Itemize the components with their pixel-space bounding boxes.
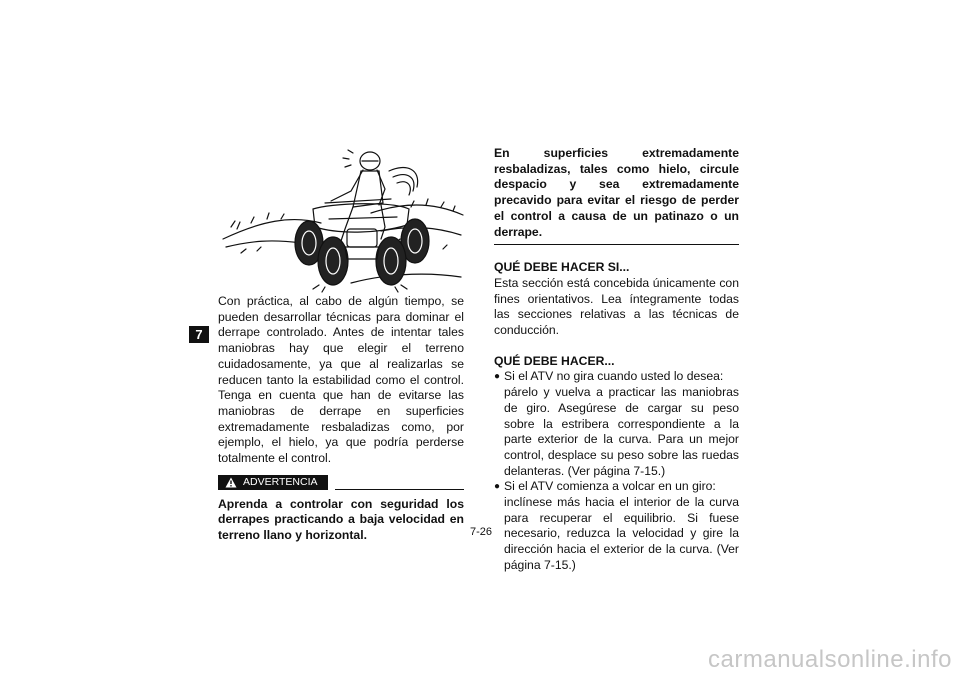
list-item — [494, 369, 739, 479]
bullet-body: párelo y vuelva a practicar las maniobras de giro. Asegúrese de cargar su peso sobre la estribera correspondiente a la parte exterior de la curva. Para un mejor control, desplace su peso sobre las ruedas delanteras. (Ver página 7-15.) — [504, 385, 739, 478]
warning-rule — [335, 489, 464, 490]
slippery-warning-text: En superficies extremadamente resbaladizas, tales como hielo, circule despacio y sea extremadamente precavido para evitar el riesgo de perder el control a causa de un patinazo o un derrape. — [494, 146, 739, 239]
warning-header — [218, 475, 464, 493]
watermark: carmanualsonline.info — [708, 646, 952, 673]
bullet-body: inclínese más hacia el interior de la curva para recuperar el equilibrio. Si fuese necesario, reduzca la velocidad y gire la dirección hacia el exterior de la curva. (Ver página 7-15.) — [504, 495, 739, 572]
warning-badge — [218, 475, 328, 490]
sub-heading: QUÉ DEBE HACER... — [494, 353, 615, 368]
page-number: 7-26 — [469, 526, 493, 538]
section-text: Esta sección está concebida únicamente con fines orientativos. Lea íntegramente todas las secciones relativas a las técnicas de conducción. — [494, 275, 739, 338]
skid-control-paragraph: Con práctica, al cabo de algún tiempo, se pueden desarrollar técnicas para dominar el derrape controlado. Antes de intentar tales maniobras hay que elegir el terreno cuidadosamente, ya que al realizarlas se reducen tanto la estabilidad como el control. Tenga en cuenta que han de evitarse las maniobras de derrape en superficies extremadamente resbaladizas como, por ejemplo, el hielo, ya que podría perderse totalmente el control. — [218, 294, 464, 466]
warning-label: ADVERTENCIA — [243, 475, 318, 488]
section-heading: QUÉ DEBE HACER SI... — [494, 260, 630, 275]
bullet-lead: Si el ATV no gira cuando usted lo desea: — [504, 369, 724, 384]
right-column — [494, 146, 739, 574]
bullet-lead: Si el ATV comienza a volcar en un giro: — [504, 479, 716, 494]
left-column — [218, 294, 464, 544]
warning-text: Aprenda a controlar con seguridad los derrapes practicando a baja velocidad en terreno llano y horizontal. — [218, 496, 464, 543]
list-item — [494, 479, 739, 573]
chapter-tab: 7 — [189, 326, 209, 343]
atv-rider-illustration — [221, 143, 465, 293]
bullet-icon: ● — [494, 371, 501, 383]
bullet-icon: ● — [494, 481, 501, 493]
warning-triangle-icon — [225, 477, 237, 488]
